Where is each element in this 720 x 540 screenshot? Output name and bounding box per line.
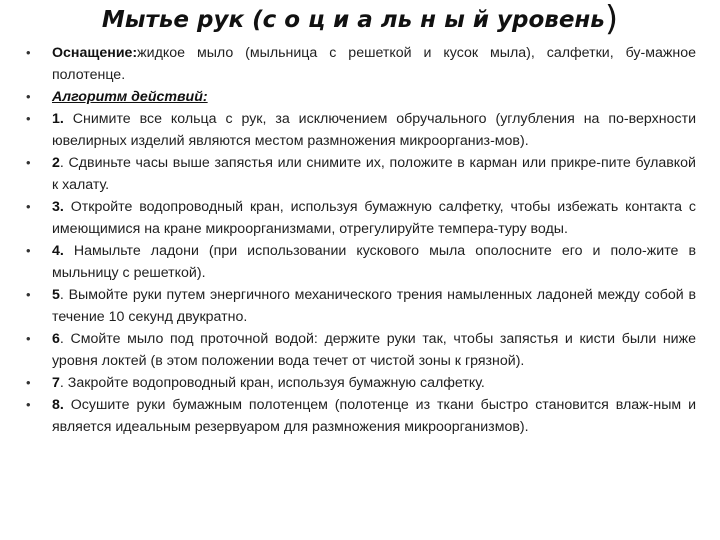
equipment-text: жидкое мыло (мыльница с решеткой и кусок мыла), салфетки, бу-мажное полотенце.: [52, 45, 696, 83]
step-number: 8.: [52, 397, 64, 413]
step-text: Снимите все кольца с рук, за исключением обручального (углубления на по-верхности ювелирных изделий являются местом размножения микроорганиз-мов).: [52, 111, 696, 149]
title-text: Мытье рук (с о ц и а ль н ы й уровень: [101, 7, 605, 33]
list-item-equipment: [24, 42, 696, 86]
step-number: 1.: [52, 111, 64, 127]
title-closing-paren: ): [604, 0, 619, 39]
step-number: 2: [52, 155, 60, 171]
step-text: . Смойте мыло под проточной водой: держите руки так, чтобы запястья и кисти были ниже уровня локтей (в этом положении вода течет от чистой зоны к грязной).: [52, 331, 696, 369]
equipment-label: Оснащение:: [52, 45, 138, 61]
step-text: Осушите руки бумажным полотенцем (полотенце из ткани быстро становится влаж-ным и является идеальным резервуаром для размножения микроорганизмов).: [52, 397, 696, 435]
step-text: . Сдвиньте часы выше запястья или снимите их, положите в карман или прикре-пите булавкой к халату.: [52, 155, 696, 193]
bullet-icon: •: [26, 89, 31, 104]
bullet-icon: •: [26, 199, 31, 214]
bullet-icon: •: [26, 243, 31, 258]
instruction-list: [24, 42, 696, 438]
step-number: 6: [52, 331, 60, 347]
page-title: [0, 2, 720, 37]
list-item-step-5: [24, 284, 696, 328]
bullet-icon: •: [26, 155, 31, 170]
step-number: 3.: [52, 199, 64, 215]
list-item-step-1: [24, 108, 696, 152]
bullet-icon: •: [26, 287, 31, 302]
bullet-icon: •: [26, 45, 31, 60]
bullet-icon: •: [26, 375, 31, 390]
bullet-icon: •: [26, 397, 31, 412]
list-item-step-3: [24, 196, 696, 240]
step-text: . Закройте водопроводный кран, используя бумажную салфетку.: [59, 375, 485, 391]
list-item-step-6: [24, 328, 696, 372]
list-item-step-4: [24, 240, 696, 284]
step-number: 7: [52, 375, 60, 391]
step-number: 4.: [52, 243, 64, 259]
list-item-algorithm-heading: [24, 86, 696, 108]
step-text: Намыльте ладони (при использовании кускового мыла ополосните его и поло-жите в мыльницу с решеткой).: [52, 243, 696, 281]
list-item-step-8: [24, 394, 696, 438]
list-item-step-2: [24, 152, 696, 196]
step-number: 5: [52, 287, 60, 303]
step-text: Откройте водопроводный кран, используя бумажную салфетку, чтобы избежать контакта с имеющимися на кране микроорганизмами, отрегулируйте темпера-туру воды.: [52, 199, 696, 237]
bullet-icon: •: [26, 331, 31, 346]
bullet-icon: •: [26, 111, 31, 126]
algorithm-heading: Алгоритм действий:: [52, 89, 208, 105]
list-item-step-7: [24, 372, 696, 394]
step-text: . Вымойте руки путем энергичного механического трения намыленных ладоней между собой в течение 10 секунд двукратно.: [52, 287, 696, 325]
